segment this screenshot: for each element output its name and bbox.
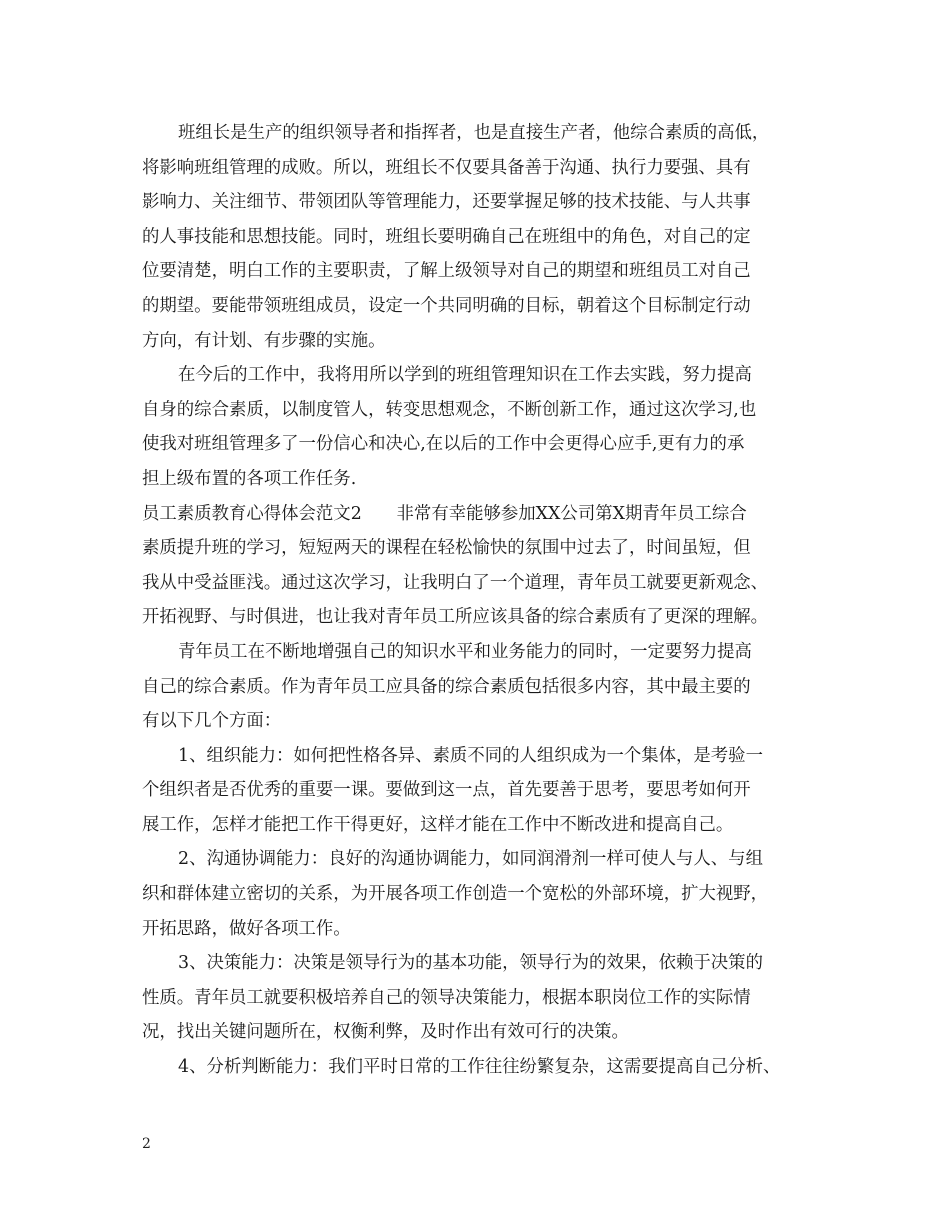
text-line: 我从中受益匪浅。通过这次学习，让我明白了一个道理，青年员工就要更新观念、 xyxy=(142,572,769,593)
text-line: 青年员工在不断地增强自己的知识水平和业务能力的同时，一定要努力提高 xyxy=(178,641,752,662)
text-line: 在今后的工作中，我将用所以学到的班组管理知识在工作去实践，努力提高 xyxy=(178,365,752,386)
text-line: 开拓思路，做好各项工作。 xyxy=(142,918,351,939)
text-line: 1、组织能力：如何把性格各异、素质不同的人组织成为一个集体，是考验一 xyxy=(178,745,763,766)
text-line: 位要清楚，明白工作的主要职责，了解上级领导对自己的期望和班组员工对自己 xyxy=(142,261,751,282)
text-line: 个组织者是否优秀的重要一课。要做到这一点，首先要善于思考，要思考如何开 xyxy=(142,780,751,801)
text-line: 影响力、关注细节、带领团队等管理能力，还要掌握足够的技术技能、与人共事 xyxy=(142,192,751,213)
text-line: 素质提升班的学习，短短两天的课程在轻松愉快的氛围中过去了，时间虽短，但 xyxy=(142,538,751,559)
text-line: 使我对班组管理多了一份信心和决心,在以后的工作中会更得心应手,更有力的承 xyxy=(142,434,745,455)
text-line: 担上级布置的各项工作任务. xyxy=(142,468,357,489)
document-body xyxy=(142,116,817,1085)
text-line: 将影响班组管理的成败。所以，班组长不仅要具备善于沟通、执行力要强、具有 xyxy=(142,157,751,178)
text-line: 2、沟通协调能力：良好的沟通协调能力，如同润滑剂一样可使人与人、与组 xyxy=(178,849,763,870)
text-line: 开拓视野、与时俱进，也让我对青年员工所应该具备的综合素质有了更深的理解。 xyxy=(142,607,769,628)
text-line: 班组长是生产的组织领导者和指挥者，也是直接生产者，他综合素质的高低， xyxy=(178,123,770,143)
text-line: 4、分析判断能力：我们平时日常的工作往往纷繁复杂，这需要提高自己分析、 xyxy=(178,1057,781,1078)
text-line: 自己的综合素质。作为青年员工应具备的综合素质包括很多内容，其中最主要的 xyxy=(142,676,751,697)
page-number: 2 xyxy=(142,1136,151,1152)
text-line: 有以下几个方面： xyxy=(142,711,282,732)
text-line: 方向，有计划、有步骤的实施。 xyxy=(142,330,386,351)
text-line: 的期望。要能带领班组成员，设定一个共同明确的目标，朝着这个目标制定行动 xyxy=(142,295,751,316)
text-line: 3、决策能力：决策是领导行为的基本功能，领导行为的效果，依赖于决策的 xyxy=(178,953,763,974)
text-line: 织和群体建立密切的关系，为开展各项工作创造一个宽松的外部环境，扩大视野， xyxy=(142,884,769,905)
text-line: 展工作，怎样才能把工作干得更好，这样才能在工作中不断改进和提高自己。 xyxy=(142,814,734,835)
text-line: 况，找出关键问题所在，权衡利弊，及时作出有效可行的决策。 xyxy=(142,1022,629,1043)
text-line: 性质。青年员工就要积极培养自己的领导决策能力，根据本职岗位工作的实际情 xyxy=(142,987,751,1008)
text-line: 的人事技能和思想技能。同时，班组长要明确自己在班组中的角色，对自己的定 xyxy=(142,226,751,247)
section-heading-line: 员工素质教育心得体会范文2 非常有幸能够参加XX公司第X期青年员工综合 xyxy=(142,503,747,524)
text-line: 自身的综合素质，以制度管人，转变思想观念，不断创新工作，通过这次学习,也 xyxy=(142,399,757,420)
